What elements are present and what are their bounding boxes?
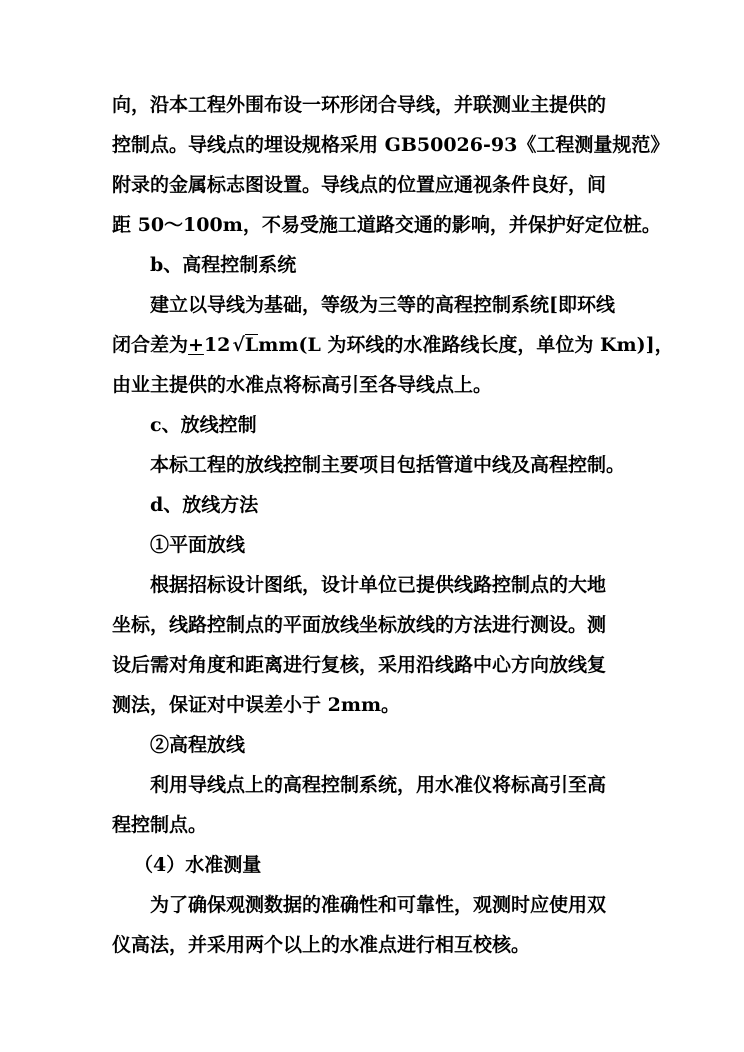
line-text: 坐标，线路控制点的平面放线坐标放线的方法进行测设。测 — [112, 614, 607, 636]
subsection-heading — [0, 726, 744, 764]
paragraph-line — [0, 646, 744, 684]
line-text: ①平面放线 — [150, 534, 246, 556]
paragraph-line — [0, 766, 744, 804]
line-text: 根据招标设计图纸，设计单位已提供线路控制点的大地 — [150, 574, 607, 596]
paragraph-line — [0, 686, 744, 724]
section-heading — [0, 406, 744, 444]
line-text: c、放线控制 — [150, 414, 257, 436]
section-heading — [0, 246, 744, 284]
line-text: 由业主提供的水准点将标高引至各导线点上。 — [112, 374, 493, 396]
plus-minus-sign: + — [188, 334, 204, 356]
line-text: 利用导线点上的高程控制系统，用水准仪将标高引至高 — [150, 774, 607, 796]
formula-text — [112, 326, 674, 364]
line-text: 本标工程的放线控制主要项目包括管道中线及高程控制。 — [150, 454, 626, 476]
line-text: 距 50～100m，不易受施工道路交通的影响，并保护好定位桩。 — [112, 214, 661, 236]
paragraph-line — [0, 566, 744, 604]
line-text: 为了确保观测数据的准确性和可靠性，观测时应使用双 — [150, 894, 607, 916]
line-text: 建立以导线为基础，等级为三等的高程控制系统[即环线 — [150, 294, 615, 316]
paragraph-line — [0, 126, 744, 164]
paragraph-line — [0, 286, 744, 324]
paragraph-line — [0, 366, 744, 404]
line-text: 程控制点。 — [112, 814, 208, 836]
line-text: 向，沿本工程外围布设一环形闭合导线，并联测业主提供的 — [112, 94, 607, 116]
paragraph-line — [0, 206, 744, 244]
subsection-heading — [0, 526, 744, 564]
square-root — [230, 326, 258, 364]
line-text: 附录的金属标志图设置。导线点的位置应通视条件良好，间 — [112, 174, 607, 196]
paragraph-line — [0, 606, 744, 644]
line-text: 控制点。导线点的埋设规格采用 GB50026-93《工程测量规范》 — [112, 134, 670, 156]
paragraph-line — [0, 86, 744, 124]
radical-sign: √ — [232, 334, 245, 356]
formula-suffix: mm(L 为环线的水准路线长度，单位为 Km)]， — [258, 334, 674, 356]
paragraph-line — [0, 926, 744, 964]
line-text: 设后需对角度和距离进行复核，采用沿线路中心方向放线复 — [112, 654, 607, 676]
radicand: L — [244, 334, 259, 356]
formula-coefficient: 12 — [203, 334, 231, 356]
line-text: 仪高法，并采用两个以上的水准点进行相互校核。 — [112, 934, 531, 956]
formula-prefix: 闭合差为 — [112, 334, 189, 356]
section-heading — [0, 486, 744, 524]
line-text: ②高程放线 — [150, 734, 246, 756]
paragraph-line — [0, 806, 744, 844]
paragraph-line — [0, 446, 744, 484]
line-text: d、放线方法 — [150, 494, 259, 516]
paragraph-line — [0, 886, 744, 924]
formula-line — [0, 326, 744, 364]
section-heading — [0, 846, 744, 884]
line-text: （4）水准测量 — [134, 854, 262, 876]
line-text: 测法，保证对中误差小于 2mm。 — [112, 694, 401, 716]
line-text: b、高程控制系统 — [150, 254, 297, 276]
paragraph-line — [0, 166, 744, 204]
